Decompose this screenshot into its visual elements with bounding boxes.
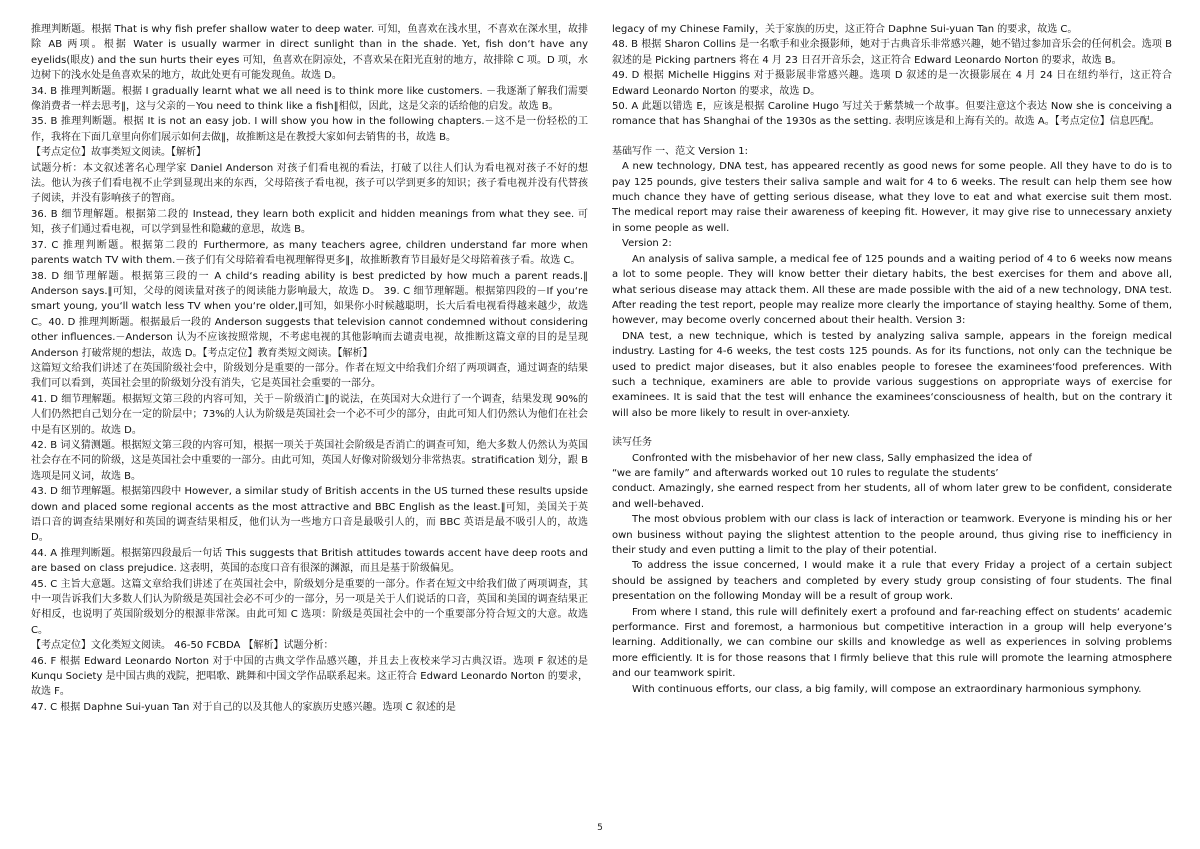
left-column: [31, 22, 588, 715]
right-column: [612, 22, 1172, 697]
analysis-class: 这篇短文给我们讲述了在英国阶级社会中，阶级划分是重要的一部分。作者在短文中给我们介绍了两项调查，通过调查的结果我们可以看到，英国社会里的阶级划分没有消失，它是英国社会重要的一部分。: [31, 362, 588, 390]
answer-34: 34. B 推理判断题。根据 I gradually learnt what we all need is to think more like customers. －我逐渐了解我们需要像消费者一样去思考‖，这与父亲的－You need to think like a fish‖相似，因此，这是父亲的话给他的启发。故选 B。: [31, 85, 588, 113]
task-summary-line-2: “we are family” and afterwards worked out 10 rules to regulate the students’: [612, 467, 999, 479]
task-summary-line-3: conduct. Amazingly, she earned respect from her students, all of whom later grew to be confident, considerate and well-behaved.: [612, 483, 1172, 510]
task-paragraph-rule: To address the issue concerned, I would make it a rule that every Friday a project of a certain subject should be assigned by teachers and completed by every study group consisting of four students. The final presentation on the following Monday will be a result of group work.: [612, 560, 1172, 603]
point-location-culture: 【考点定位】文化类短文阅读。 46-50 FCBDA 【解析】试题分析：: [31, 640, 334, 652]
task-paragraph-problem: The most obvious problem with our class is lack of interaction or teamwork. Everyone is minding his or her own business without paying the slightest attention to the people around, thus giving rise to inefficiency in their study and even putting a limit to the play of their potential.: [612, 514, 1172, 556]
answer-38-40: 38. D 细节理解题。根据第三段的一 A child‘s reading ability is best predicted by how much a parent reads.‖ Anderson says.‖可知，父母的阅读量对孩子的阅读能力影响最大，故选 D。 39. C 细节理解题。根据第四段的－If you‘re smart young, you‘ll watch less TV when you‘re older,‖可知，如果你小时候越聪明，长大后看电视看得越来越少，故选 C。40. D 推理判断题。根据最后一段的 Anderson suggests that television cannot condemned without considering other influences.－Anderson 认为不应该按照常规，不考虑电视的其他影响而去谴责电视，故推断这篇文章的目的是呈现 Anderson 打破常规的想法，故选 D。【考点定位】教育类短文阅读。【解析】: [31, 270, 588, 359]
task-paragraph-effect: From where I stand, this rule will definitely exert a profound and far-reaching effect on students‘ academic performance. First and foremost, a harmonious but competitive interaction in a group will help everyone’s learning. Additionally, we can combine our skills and knowledge as well as experiences in solving problems more efficiently. It is for those reasons that I firmly believe that this rule will promote the learning atmosphere and our teamwork spirit.: [612, 606, 1172, 680]
answer-43: 43. D 细节理解题。根据第四段中 However, a similar study of British accents in the US turned these results upside down and placed some regional accents as the most attractive and BBC English as the least.‖可知，美国关于英语口音的调查结果刚好和英国的调查结果相反，他们认为一些地方口音是最吸引人的，而 BBC 英语是最不吸引人的，故选 D。: [31, 486, 588, 544]
answer-46: 46. F 根据 Edward Leonardo Norton 对于中国的古典文学作品感兴趣，并且去上夜校来学习古典汉语。选项 F 叙述的是 Kunqu Society 是中国古典的戏院，把唱歌、跳舞和中国文学作品联系起来。这正符合 Edward Leonardo Norton 的要求，故选 F。: [31, 655, 588, 698]
answer-36: 36. B 细节理解题。根据第二段的 Instead, they learn both explicit and hidden meanings from what they see. 可知，孩子们通过看电视，可以学到显性和隐藏的意思，故选 B。: [31, 208, 588, 236]
answer-45: 45. C 主旨大意题。这篇文章给我们讲述了在英国社会中，阶级划分是重要的一部分。作者在短文中给我们做了两项调查，其中一项告诉我们大多数人们认为阶级是英国社会必不可少的一部分，另一项是关于人们说话的口音，英国和美国的调查结果正好相反，也说明了英国阶级划分的根源非常深。由此可知 C 选项：阶级是英国社会中的一个重要部分符合短文的大意。故选 C。: [31, 578, 588, 636]
writing-version-1: A new technology, DNA test, has appeared recently as good news for some people. All they have to do is to pay 125 pounds, give testers their saliva sample and wait for 4 to 6 weeks. The result can help them see how much chance they have of getting serious disease, what they love to eat and what exercise suit them most. The medical report may raise their awareness of keeping fit. However, it may give rise to unnecessary anxiety in some people as well.: [612, 161, 1172, 234]
answer-47: 47. C 根据 Daphne Sui-yuan Tan 对于自己的以及其他人的家族历史感兴趣。选项 C 叙述的是: [31, 701, 456, 713]
answer-37: 37. C 推理判断题。根据第二段的 Furthermore, as many teachers agree, children understand far more when parents watch TV with them.－孩子们有父母陪着看电视理解得更多‖，故推断教育节目最好是父母陪着孩子看。故选 C。: [31, 239, 588, 267]
answer-35: 35. B 推理判断题。根据 It is not an easy job. I will show you how in the following chapters.－这不是一份轻松的工作，我将在下面几章里向你们展示如何去做‖，故推断这是在教授大家如何去销售的书，故选 B。: [31, 116, 588, 143]
answer-41: 41. D 细节理解题。根据短文第三段的内容可知，关于－阶级消亡‖的说法，在英国对大众进行了一个调查，结果发现 90%的人们仍然把自己划分在一定的阶层中；73%的人认为阶级是英国社会一个必不可少的部分，由此可知人们仍然认为他们在社会中是有区别的。故选 D。: [31, 393, 588, 436]
answer-50: 50. A 此题以错选 E，应该是根据 Caroline Hugo 写过关于紫禁城一个故事。但要注意这个表达 Now she is conceiving a romance that has Shanghai of the 1930s as the setting. 表明应该是和上海有关的。故选 A。【考点定位】信息匹配。: [612, 101, 1172, 128]
answer-48: 48. B 根据 Sharon Collins 是一名歌手和业余摄影师，她对于古典音乐非常感兴趣，她不错过参加音乐会的任何机会。选项 B 叙述的是 Picking partners 将在 4 月 23 日召开音乐会，这正符合 Edward Leonardo Norton 的要求，故选 B。: [612, 39, 1172, 66]
point-location-story: 【考点定位】故事类短文阅读。【解析】: [31, 147, 206, 159]
answer-44: 44. A 推理判断题。根据第四段最后一句话 This suggests that British attitudes towards accent have deep roots and are based on class prejudice. 这表明，英国的态度口音有很深的渊源，而且是基于阶级偏见。: [31, 547, 588, 575]
writing-version-2-label: Version 2:: [622, 238, 672, 250]
analysis-anderson: 试题分析：本文叙述著名心理学家 Daniel Anderson 对孩子们看电视的看法，打破了以往人们认为看电视对孩子不好的想法。他认为孩子们看电视不止学到显现出来的东西，父母陪孩子看电视，孩子可以学到更多的知识；孩子看电视并没有代替孩子阅读，并没有影响孩子的智商。: [31, 162, 588, 205]
writing-heading: 基础写作 一、范文 Version 1:: [612, 145, 749, 157]
writing-version-2: An analysis of saliva sample, a medical fee of 125 pounds and a waiting period of 4 to 6 weeks now means a lot to some people. They will know better their dietary habits, the best exercises for them and above all, what serious disease may attack them. All these are made possible with the aid of a new technology, DNA test. After reading the test report, people may realize more clearly the importance of staying healthy. Some of them, however, may become overly concerned about their health. Version 3:: [612, 253, 1172, 327]
answer-49: 49. D 根据 Michelle Higgins 对于摄影展非常感兴趣。选项 D 叙述的是一次摄影展在 4 月 24 日在纽约举行，这正符合 Edward Leonardo Norton 的要求，故选 D。: [612, 70, 1172, 97]
task-summary-line-1: Confronted with the misbehavior of her new class, Sally emphasized the idea of: [632, 452, 1032, 464]
answer-47-continued: legacy of my Chinese Family，关于家族的历史，这正符合 Daphne Sui-yuan Tan 的要求，故选 C。: [612, 24, 1078, 35]
writing-version-3: DNA test, a new technique, which is tested by analyzing saliva sample, appears in the foreign medical industry. Lasting for 4-6 weeks, the test costs 125 pounds. As for its functions, not only can the technique be used to predict major diseases, but it also enables people to foresee the examinees‘food preferences. With such a technique, examiners are able to provide various suggestions on appropriate ways of exercise for examinees. It is said that the test will enhance the examinees‘consciousness of health, but on the contrary it will also be more likely to result in over-anxiety.: [612, 330, 1172, 419]
answer-42: 42. B 词义猜测题。根据短文第三段的内容可知，根据一项关于英国社会阶级是否消亡的调查可知，绝大多数人仍然认为英国社会存在不同的阶级，这是英国社会中重要的一部分。由此可知，英国人好像对阶级划分非常热衷。stratification 划分，跟 B 选项是同义词，故选 B。: [31, 439, 588, 482]
task-paragraph-conclusion: With continuous efforts, our class, a big family, will compose an extraordinary harmonious symphony.: [632, 683, 1142, 695]
answer-33-continued: 推理判断题。根据 That is why fish prefer shallow water to deep water. 可知，鱼喜欢在浅水里，不喜欢在深水里，故排除 AB 两项。根据 Water is usually warmer in direct sunlight than in the shade. Yet, fish don‘t have any eyelids(眼皮) and the sun hurts their eyes 可知，鱼喜欢在阴凉处，不喜欢呆在阳光直射的地方，故排除 C 项。D 项，水边树下的浅水处是鱼喜欢呆的地方，故此处更有可能发现鱼。故选 D。: [31, 24, 588, 82]
page-number: 5: [597, 823, 603, 833]
task-heading: 读写任务: [612, 437, 652, 449]
